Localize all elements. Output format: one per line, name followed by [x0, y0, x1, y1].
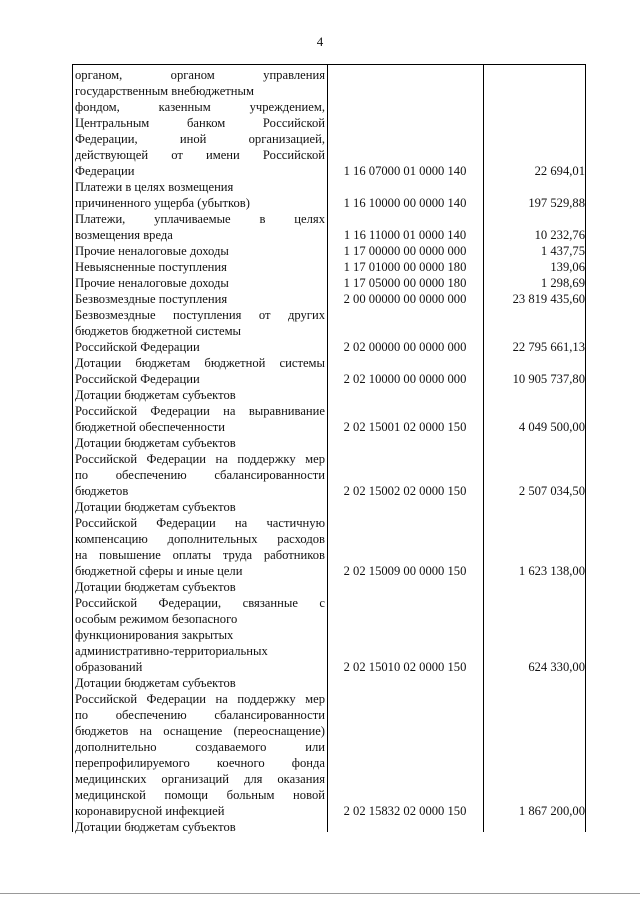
- income-name: [75, 259, 325, 275]
- income-name: [75, 499, 325, 579]
- table-row: [73, 579, 587, 675]
- amount-value: 1 867 200,00: [518, 804, 585, 818]
- income-name-line: Прочие неналоговые доходы: [75, 276, 229, 290]
- table-row: [73, 275, 587, 291]
- income-name-line: Российской Федерации: [75, 372, 200, 386]
- table-row: [73, 435, 587, 499]
- income-name: [75, 211, 325, 243]
- income-name-line: по обеспечению сбалансированности: [75, 468, 325, 482]
- income-name: [75, 291, 325, 307]
- income-name-line: административно-территориальных: [75, 644, 268, 658]
- income-name-line: Дотации бюджетам бюджетной системы: [75, 356, 325, 370]
- amount-value: 1 298,69: [540, 276, 585, 290]
- income-name-line: перепрофилируемого коечного фонда: [75, 756, 325, 770]
- budget-classification-code: 1 16 10000 00 0000 140: [343, 196, 467, 210]
- budget-classification-code: 1 17 01000 00 0000 180: [343, 260, 467, 274]
- income-name-line: Российской Федерации на поддержку мер: [75, 692, 325, 706]
- income-name-line: бюджетов: [75, 484, 129, 498]
- income-name-line: бюджетов на оснащение (переоснащение): [75, 724, 325, 738]
- income-name-line: причиненного ущерба (убытков): [75, 196, 250, 210]
- amount-value: 197 529,88: [528, 196, 585, 210]
- income-name: [75, 579, 325, 675]
- income-name-line: Российской Федерации: [75, 340, 200, 354]
- income-name-line: Дотации бюджетам субъектов: [75, 820, 236, 834]
- income-name-line: Безвозмездные поступления: [75, 292, 228, 306]
- income-name-line: функционирования закрытых: [75, 628, 234, 642]
- table-row: [73, 307, 587, 355]
- table-row: [73, 819, 587, 835]
- income-name-line: Федерации: [75, 164, 135, 178]
- budget-classification-code: 2 02 15832 02 0000 150: [343, 804, 467, 818]
- income-name-line: медицинских организаций для оказания: [75, 772, 325, 786]
- table-row: [73, 243, 587, 259]
- income-name: [75, 435, 325, 499]
- income-name: [75, 67, 325, 179]
- table-row: [73, 211, 587, 243]
- income-name-line: компенсацию дополнительных расходов: [75, 532, 325, 546]
- income-name-line: органом, органом управления: [75, 68, 325, 82]
- income-name-line: на повышение оплаты труда работников: [75, 548, 325, 562]
- income-name-line: фондом, казенным учреждением,: [75, 100, 325, 114]
- amount-value: 10 905 737,80: [512, 372, 585, 386]
- table-row: [73, 179, 587, 211]
- table-row: [73, 259, 587, 275]
- budget-classification-code: 2 02 15001 02 0000 150: [343, 420, 467, 434]
- income-name-line: Российской Федерации, связанные с: [75, 596, 325, 610]
- amount-value: 1 437,75: [540, 244, 585, 258]
- income-name: [75, 179, 325, 211]
- budget-classification-code: 2 02 10000 00 0000 000: [343, 372, 467, 386]
- page-number: 4: [316, 34, 324, 49]
- income-name-line: Безвозмездные поступления от других: [75, 308, 325, 322]
- income-name-line: Российской Федерации на частичную: [75, 516, 325, 530]
- income-name-line: бюджетной обеспеченности: [75, 420, 226, 434]
- income-name-line: Невыясненные поступления: [75, 260, 227, 274]
- budget-classification-code: 1 17 05000 00 0000 180: [343, 276, 467, 290]
- budget-classification-code: 2 00 00000 00 0000 000: [343, 292, 467, 306]
- income-name-line: Российской Федерации на выравнивание: [75, 404, 325, 418]
- table-row: [73, 355, 587, 387]
- income-name-line: Прочие неналоговые доходы: [75, 244, 229, 258]
- amount-value: 23 819 435,60: [512, 292, 585, 306]
- income-name-line: медицинской помощи больным новой: [75, 788, 325, 802]
- income-name: [75, 355, 325, 387]
- income-name-line: бюджетов бюджетной системы: [75, 324, 242, 338]
- income-name-line: Дотации бюджетам субъектов: [75, 676, 236, 690]
- income-name-line: государственным внебюджетным: [75, 84, 254, 98]
- income-name-line: образований: [75, 660, 143, 674]
- income-name-line: коронавирусной инфекцией: [75, 804, 225, 818]
- amount-value: 139,06: [550, 260, 585, 274]
- income-name-line: Дотации бюджетам субъектов: [75, 500, 236, 514]
- income-name-line: Платежи, уплачиваемые в целях: [75, 212, 325, 226]
- budget-classification-code: 2 02 15010 02 0000 150: [343, 660, 467, 674]
- income-name-line: Центральным банком Российской: [75, 116, 325, 130]
- income-name-line: возмещения вреда: [75, 228, 173, 242]
- income-name-line: дополнительно создаваемого или: [75, 740, 325, 754]
- budget-table: [72, 64, 586, 832]
- budget-classification-code: 2 02 15009 00 0000 150: [343, 564, 467, 578]
- income-name-line: Дотации бюджетам субъектов: [75, 388, 236, 402]
- budget-classification-code: 2 02 00000 00 0000 000: [343, 340, 467, 354]
- amount-value: 4 049 500,00: [518, 420, 585, 434]
- income-name-line: Платежи в целях возмещения: [75, 180, 234, 194]
- table-row: [73, 675, 587, 819]
- income-name-line: особым режимом безопасного: [75, 612, 238, 626]
- budget-classification-code: 1 16 11000 01 0000 140: [343, 228, 467, 242]
- income-name-line: по обеспечению сбалансированности: [75, 708, 325, 722]
- budget-classification-code: 1 16 07000 01 0000 140: [343, 164, 467, 178]
- amount-value: 22 795 661,13: [512, 340, 585, 354]
- amount-value: 10 232,76: [534, 228, 585, 242]
- income-name-line: Российской Федерации на поддержку мер: [75, 452, 325, 466]
- income-name-line: бюджетной сферы и иные цели: [75, 564, 243, 578]
- income-name: [75, 307, 325, 355]
- amount-value: 2 507 034,50: [518, 484, 585, 498]
- income-name: [75, 275, 325, 291]
- budget-classification-code: 1 17 00000 00 0000 000: [343, 244, 467, 258]
- income-name: [75, 819, 325, 835]
- income-name-line: Федерации, иной организацией,: [75, 132, 325, 146]
- table-row: [73, 499, 587, 579]
- amount-value: 1 623 138,00: [518, 564, 585, 578]
- income-name: [75, 675, 325, 819]
- income-name: [75, 387, 325, 435]
- amount-value: 624 330,00: [528, 660, 585, 674]
- amount-value: 22 694,01: [534, 164, 585, 178]
- table-row: [73, 387, 587, 435]
- income-name-line: Дотации бюджетам субъектов: [75, 580, 236, 594]
- table-row: [73, 67, 587, 179]
- income-name-line: Дотации бюджетам субъектов: [75, 436, 236, 450]
- page-bottom-rule: [0, 893, 640, 894]
- income-name-line: действующей от имени Российской: [75, 148, 325, 162]
- budget-classification-code: 2 02 15002 02 0000 150: [343, 484, 467, 498]
- income-name: [75, 243, 325, 259]
- table-row: [73, 291, 587, 307]
